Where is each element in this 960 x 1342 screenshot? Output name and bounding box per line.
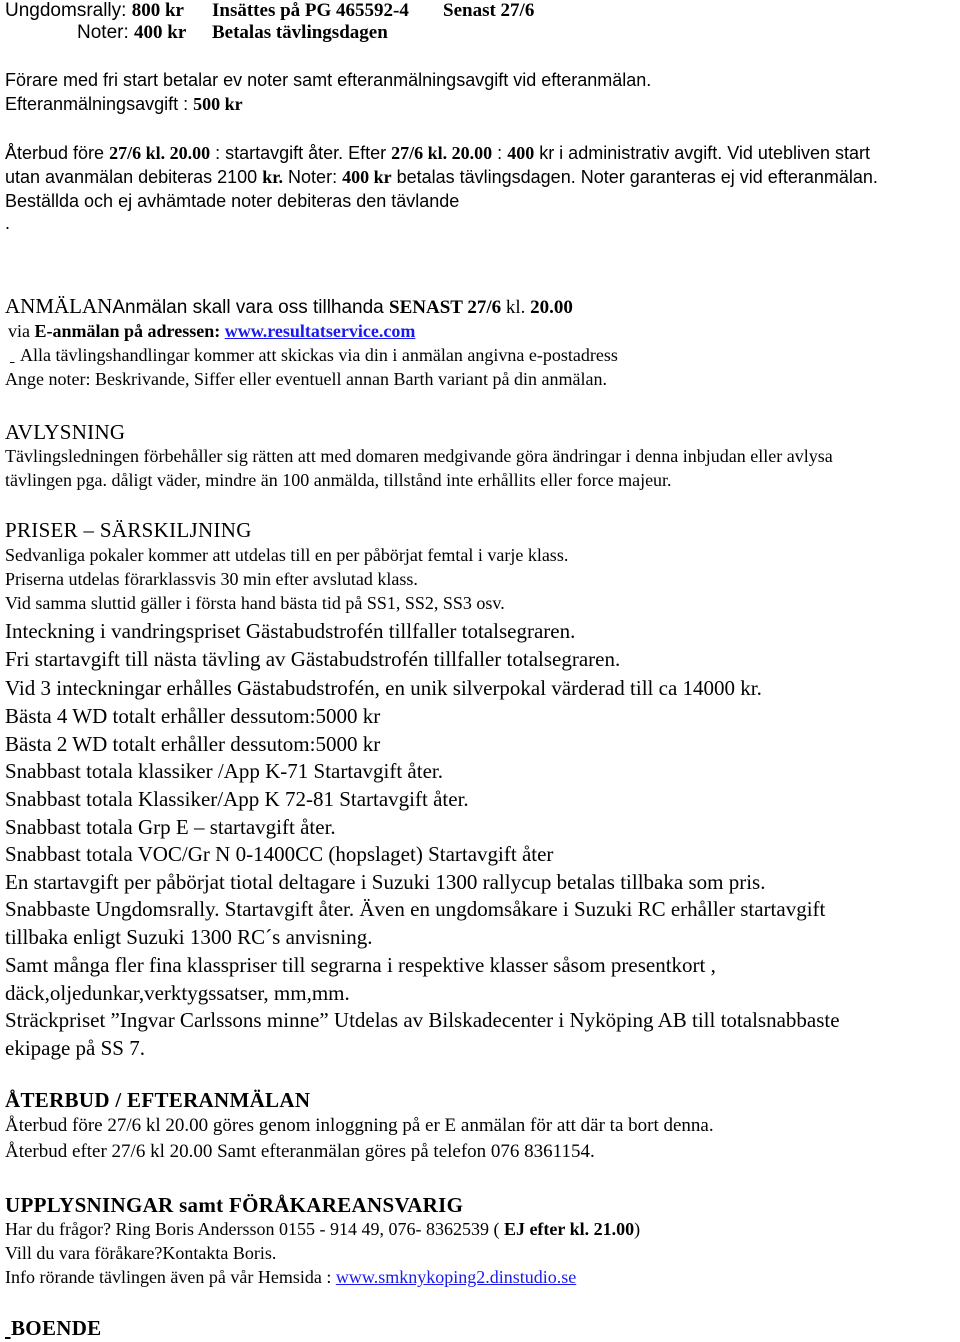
anmalan-documents-line: Alla tävlingshandlingar kommer att skickas via din i anmälan angivna e-postadress xyxy=(20,345,618,365)
fees-cancellation-line: Återbud före 27/6 kl. 20.00 : startavgift åter. Efter 27/6 kl. 20.00 : 400 kr i administrativ avgift. Vid utebliven start xyxy=(5,143,870,163)
fees-no-show-line: utan avanmälan debiteras 2100 kr. Noter: 400 kr betalas tävlingsdagen. Noter garanteras ej vid efteranmälan. xyxy=(5,167,878,187)
resultatservice-link[interactable]: www.resultatservice.com xyxy=(224,321,416,341)
priser-large-5: Bästa 2 WD totalt erhåller dessutom:5000 kr xyxy=(5,732,381,756)
anmalan-heading: ANMÄLAN xyxy=(5,294,113,318)
fees-late-fee: Efteranmälningsavgift : 500 kr xyxy=(5,94,243,114)
priser-large-13: Samt många fler fina klasspriser till segrarna i respektive klasser såsom presentkort , xyxy=(5,953,716,977)
anmalan-line: ANMÄLANAnmälan skall vara oss tillhanda SENAST 27/6 kl. 20.00 xyxy=(5,294,573,318)
priser-heading: PRISER – SÄRSKILJNING xyxy=(5,518,252,542)
avlysning-heading: AVLYSNING xyxy=(5,420,126,444)
fees-unclaimed-notes: Beställda och ej avhämtade noter debiteras den tävlande xyxy=(5,191,460,211)
priser-large-15: Sträckpriset ”Ingvar Carlssons minne” Utdelas av Bilskadecenter i Nyköping AB till totalsnabbaste xyxy=(5,1008,840,1032)
priser-large-8: Snabbast totala Grp E – startavgift åter. xyxy=(5,815,336,839)
priser-large-1: Inteckning i vandringspriset Gästabudstrofén tillfaller totalsegraren. xyxy=(5,619,576,643)
fees-paragraph-1: Förare med fri start betalar ev noter samt efteranmälningsavgift vid efteranmälan. xyxy=(5,70,652,90)
priser-large-4: Bästa 4 WD totalt erhåller dessutom:5000 kr xyxy=(5,704,381,728)
header-pg-number: Insättes på PG 465592-4 xyxy=(212,0,409,21)
aterbud-heading: ÅTERBUD / EFTERANMÄLAN xyxy=(5,1088,311,1112)
priser-large-9: Snabbast totala VOC/Gr N 0-1400CC (hopslaget) Startavgift åter xyxy=(5,842,554,866)
upplysningar-website: Info rörande tävlingen även på vår Hemsida : www.smknykoping2.dinstudio.se xyxy=(5,1267,577,1287)
aterbud-line-1: Återbud före 27/6 kl 20.00 göres genom inloggning på er E anmälan för att där ta bort denna. xyxy=(5,1115,714,1136)
upplysningar-heading: UPPLYSNINGAR samt FÖRÅKAREANSVARIG xyxy=(5,1193,464,1217)
boende-heading: BOENDE xyxy=(11,1316,102,1340)
header-payment-note: Betalas tävlingsdagen xyxy=(212,22,388,43)
anmalan-e-line: via E-anmälan på adressen: www.resultatservice.com xyxy=(8,321,416,341)
priser-large-14: däck,oljedunkar,verktygssatser, mm,mm. xyxy=(5,981,350,1005)
header-deadline: Senast 27/6 xyxy=(443,0,535,21)
priser-large-10: En startavgift per påbörjat tiotal deltagare i Suzuki 1300 rallycup betalas tillbaka som pris. xyxy=(5,870,766,894)
avlysning-line-1: Tävlingsledningen förbehåller sig rätten att med domaren medgivande göra ändringar i denna inbjudan eller avlysa xyxy=(5,446,833,466)
header-line-noter: Noter: 400 kr xyxy=(77,22,187,43)
priser-large-7: Snabbast totala Klassiker/App K 72-81 Startavgift åter. xyxy=(5,787,469,811)
priser-small-1: Sedvanliga pokaler kommer att utdelas till en per påbörjat femtal i varje klass. xyxy=(5,545,569,565)
priser-small-2: Priserna utdelas förarklassvis 30 min efter avslutad klass. xyxy=(5,569,418,589)
upplysningar-forakare: Vill du vara föråkare?Kontakta Boris. xyxy=(5,1243,277,1263)
priser-large-6: Snabbast totala klassiker /App K-71 Startavgift åter. xyxy=(5,759,443,783)
aterbud-line-2: Återbud efter 27/6 kl 20.00 Samt efteranmälan göres på telefon 076 8361154. xyxy=(5,1141,595,1162)
priser-large-3: Vid 3 inteckningar erhålles Gästabudstrofén, en unik silverpokal värderad till ca 14000 kr. xyxy=(5,676,762,700)
header-line-ungdomsrally: Ungdomsrally: 800 kr xyxy=(5,0,184,21)
dinstudio-link[interactable]: www.smknykoping2.dinstudio.se xyxy=(335,1267,577,1287)
priser-large-12: tillbaka enligt Suzuki 1300 RC´s anvisning. xyxy=(5,925,373,949)
anmalan-notes-line: Ange noter: Beskrivande, Siffer eller eventuell annan Barth variant på din anmälan. xyxy=(5,369,607,389)
avlysning-line-2: tävlingen pga. dåligt väder, mindre än 100 anmälda, tillstånd inte erhållits eller force majeur. xyxy=(5,470,672,490)
priser-large-11: Snabbaste Ungdomsrally. Startavgift åter. Även en ungdomsåkare i Suzuki RC erhåller startavgift xyxy=(5,897,826,921)
priser-small-3: Vid samma sluttid gäller i första hand bästa tid på SS1, SS2, SS3 osv. xyxy=(5,593,505,613)
priser-large-2: Fri startavgift till nästa tävling av Gästabudstrofén tillfaller totalsegraren. xyxy=(5,647,621,671)
fees-dot: . xyxy=(5,213,11,233)
priser-large-16: ekipage på SS 7. xyxy=(5,1036,145,1060)
upplysningar-contact: Har du frågor? Ring Boris Andersson 0155 - 914 49, 076- 8362539 ( EJ efter kl. 21.00) xyxy=(5,1219,641,1239)
